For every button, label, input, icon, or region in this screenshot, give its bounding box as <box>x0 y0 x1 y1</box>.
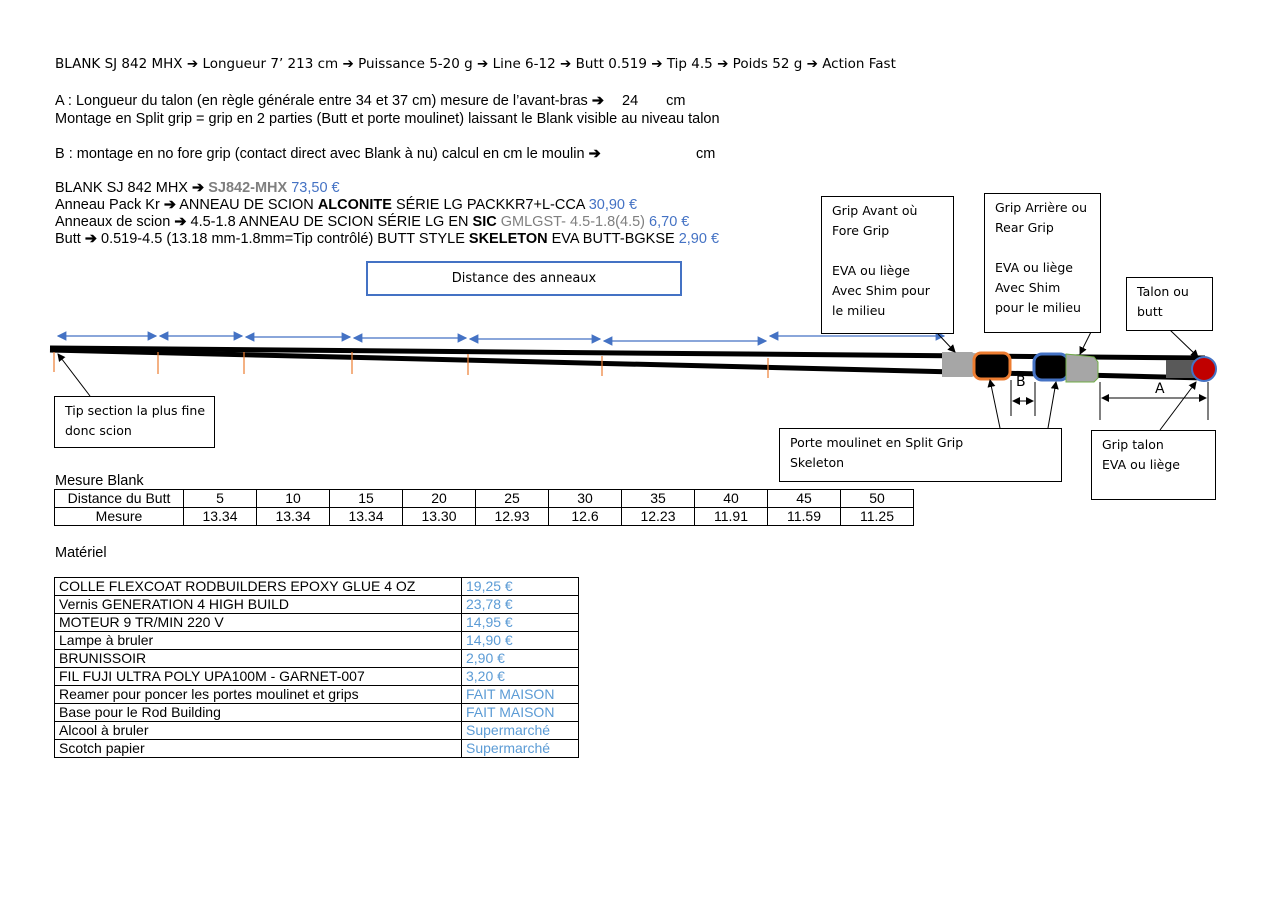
component-blank-label: BLANK SJ 842 MHX <box>55 180 188 196</box>
component-butt-text2: EVA BUTT-BGKSE <box>551 231 675 247</box>
materiel-price: 14,90 € <box>462 632 579 650</box>
measure-distance-cell: 20 <box>403 490 476 508</box>
component-scion-ref: GMLGST- 4.5-1.8(4.5) <box>500 214 645 230</box>
component-pack-label: Anneau Pack Kr <box>55 197 160 213</box>
materiel-price: FAIT MAISON <box>462 686 579 704</box>
measure-value-cell: 12.6 <box>549 508 622 526</box>
measure-value-cell: 13.34 <box>330 508 403 526</box>
component-scion-text: 4.5-1.8 ANNEAU DE SCION SÉRIE LG EN <box>190 214 469 230</box>
materiel-row <box>55 650 579 668</box>
measure-title: Mesure Blank <box>55 473 144 489</box>
measure-distance-cell: 30 <box>549 490 622 508</box>
measure-distance-cell: 35 <box>622 490 695 508</box>
spec-blank: BLANK SJ 842 MHX <box>55 56 183 72</box>
rear-grip-shape <box>1066 354 1098 382</box>
arrow-right-icon: ➔ <box>591 93 604 109</box>
spec-power: Puissance 5-20 g <box>358 56 473 72</box>
fore-grip-callout <box>821 196 954 334</box>
component-scion-label: Anneaux de scion <box>55 214 171 230</box>
rear-grip-callout <box>984 193 1101 333</box>
arrow-right-icon: ➔ <box>342 56 354 72</box>
arrow-right-icon: ➔ <box>84 231 97 247</box>
component-scion-bold: SIC <box>472 214 497 230</box>
distance-title: Distance des anneaux <box>451 271 597 286</box>
measure-header-distance: Distance du Butt <box>55 490 184 508</box>
reel-seat-front <box>974 353 1010 379</box>
component-scion-price: 6,70 € <box>649 214 690 230</box>
measure-value-cell: 12.23 <box>622 508 695 526</box>
materiel-price: Supermarché <box>462 740 579 758</box>
distance-title-box <box>366 261 682 296</box>
materiel-item: Base pour le Rod Building <box>55 704 462 722</box>
arrow-right-icon: ➔ <box>174 214 187 230</box>
measure-distance-cell: 25 <box>476 490 549 508</box>
component-pack-text: ANNEAU DE SCION <box>179 197 314 213</box>
materiel-price: 19,25 € <box>462 578 579 596</box>
materiel-row <box>55 632 579 650</box>
component-butt-label: Butt <box>55 231 81 247</box>
butt-cap-shape <box>1192 357 1216 381</box>
ring-distance-arrows <box>58 336 944 341</box>
arrow-right-icon: ➔ <box>477 56 489 72</box>
measure-value-cell: 11.59 <box>768 508 841 526</box>
tip-callout-line: Tip section la plus fine <box>65 403 206 418</box>
component-butt-bold: SKELETON <box>468 231 548 247</box>
rear-grip-callout-line: Avec Shim <box>995 280 1061 295</box>
spec-weight: Poids 52 g <box>732 56 803 72</box>
measure-row-value <box>55 508 914 526</box>
materiel-item: COLLE FLEXCOAT RODBUILDERS EPOXY GLUE 4 OZ <box>55 578 462 596</box>
measure-row-distance <box>55 490 914 508</box>
rear-grip-callout-line: EVA ou liège <box>995 260 1073 275</box>
materiel-row <box>55 596 579 614</box>
arrow-right-icon: ➔ <box>588 146 601 162</box>
note-a-label: A : Longueur du talon (en règle générale entre 34 et 37 cm) mesure de l’avant-bras <box>55 93 588 109</box>
rear-grip-callout-line: Rear Grip <box>995 220 1054 235</box>
note-b-label: B : montage en no fore grip (contact direct avec Blank à nu) calcul en cm le moulin <box>55 146 585 162</box>
measure-value-cell: 13.30 <box>403 508 476 526</box>
label-b: B <box>1016 374 1026 390</box>
materiel-item: MOTEUR 9 TR/MIN 220 V <box>55 614 462 632</box>
note-split: Montage en Split grip = grip en 2 parties (Butt et porte moulinet) laissant le Blank visible au niveau talon <box>55 111 720 127</box>
measure-distance-cell: 5 <box>184 490 257 508</box>
measure-value-cell: 13.34 <box>184 508 257 526</box>
arrow-right-icon: ➔ <box>192 180 205 196</box>
arrow-right-icon: ➔ <box>163 197 176 213</box>
component-pack-price: 30,90 € <box>588 197 638 213</box>
reel-seat-rear <box>1034 354 1068 380</box>
materiel-row <box>55 578 579 596</box>
arrow-right-icon: ➔ <box>806 56 818 72</box>
materiel-price: 23,78 € <box>462 596 579 614</box>
component-blank-ref: SJ842-MHX <box>208 180 288 196</box>
fore-grip-callout-line: Avec Shim pour <box>832 283 930 298</box>
label-a: A <box>1155 381 1165 397</box>
measure-distance-cell: 45 <box>768 490 841 508</box>
materiel-table <box>54 577 579 758</box>
materiel-row <box>55 722 579 740</box>
rear-grip-callout-line: pour le milieu <box>995 300 1081 315</box>
measure-distance-cell: 40 <box>695 490 768 508</box>
component-pack-text2: SÉRIE LG PACKKR7+L-CCA <box>395 197 585 213</box>
measure-value-cell: 11.25 <box>841 508 914 526</box>
grip-talon-callout-line: Grip talon <box>1102 437 1164 452</box>
materiel-item: Reamer pour poncer les portes moulinet et grips <box>55 686 462 704</box>
materiel-row <box>55 740 579 758</box>
materiel-row <box>55 686 579 704</box>
grip-talon-callout-line: EVA ou liège <box>1102 457 1180 472</box>
materiel-item: Alcool à bruler <box>55 722 462 740</box>
measure-table <box>54 489 914 526</box>
measure-value-cell: 13.34 <box>257 508 330 526</box>
component-butt-price: 2,90 € <box>678 231 720 247</box>
materiel-row <box>55 704 579 722</box>
callout-lines <box>58 330 1198 430</box>
spec-butt: Butt 0.519 <box>575 56 647 72</box>
tip-callout-line: donc scion <box>65 423 132 438</box>
materiel-item: Scotch papier <box>55 740 462 758</box>
arrow-right-icon: ➔ <box>651 56 663 72</box>
arrow-right-icon: ➔ <box>186 56 199 72</box>
materiel-item: Lampe à bruler <box>55 632 462 650</box>
fore-grip-callout-line: Fore Grip <box>832 223 890 238</box>
note-b-unit: cm <box>696 146 716 162</box>
materiel-price: Supermarché <box>462 722 579 740</box>
component-pack-bold: ALCONITE <box>317 197 392 213</box>
measure-value-cell: 11.91 <box>695 508 768 526</box>
note-a-unit: cm <box>666 93 686 109</box>
talon-callout-line: Talon ou <box>1137 284 1189 299</box>
grip-talon-callout <box>1091 430 1216 500</box>
materiel-price: 2,90 € <box>462 650 579 668</box>
measure-distance-cell: 15 <box>330 490 403 508</box>
measure-value-cell: 12.93 <box>476 508 549 526</box>
spec-length: Longueur 7’ 213 cm <box>202 56 339 72</box>
talon-callout <box>1126 277 1213 331</box>
spec-action: Action Fast <box>822 56 896 72</box>
materiel-price: 14,95 € <box>462 614 579 632</box>
rear-grip-callout-spacer <box>995 238 1090 258</box>
measure-distance-cell: 50 <box>841 490 914 508</box>
measure-header-value: Mesure <box>55 508 184 526</box>
rear-grip-callout-line: Grip Arrière ou <box>995 200 1088 215</box>
materiel-item: BRUNISSOIR <box>55 650 462 668</box>
component-blank-price: 73,50 € <box>291 180 340 196</box>
spec-line-rating: Line 6-12 <box>492 56 556 72</box>
arrow-right-icon: ➔ <box>559 56 572 72</box>
reel-seat-callout-line: Skeleton <box>790 455 845 470</box>
materiel-item: FIL FUJI ULTRA POLY UPA100M - GARNET-007 <box>55 668 462 686</box>
tip-callout <box>54 396 215 448</box>
note-a-value: 24 <box>622 93 639 109</box>
talon-callout-line: butt <box>1137 304 1163 319</box>
reel-seat-callout-line: Porte moulinet en Split Grip <box>790 435 964 450</box>
fore-grip-callout-line: Grip Avant où <box>832 203 918 218</box>
materiel-price: FAIT MAISON <box>462 704 579 722</box>
fore-grip-callout-line: EVA ou liège <box>832 263 910 278</box>
component-butt-text: 0.519-4.5 (13.18 mm-1.8mm=Tip contrôlé) BUTT STYLE <box>101 231 465 247</box>
materiel-price: 3,20 € <box>462 668 579 686</box>
measure-distance-cell: 10 <box>257 490 330 508</box>
arrow-right-icon: ➔ <box>717 56 729 72</box>
materiel-row <box>55 614 579 632</box>
fore-grip-callout-spacer <box>832 241 943 261</box>
fore-grip-callout-line: le milieu <box>832 303 886 318</box>
reel-seat-callout <box>779 428 1062 482</box>
materiel-row <box>55 668 579 686</box>
spec-tip: Tip 4.5 <box>666 56 713 72</box>
materiel-title: Matériel <box>55 545 107 561</box>
materiel-item: Vernis GENERATION 4 HIGH BUILD <box>55 596 462 614</box>
